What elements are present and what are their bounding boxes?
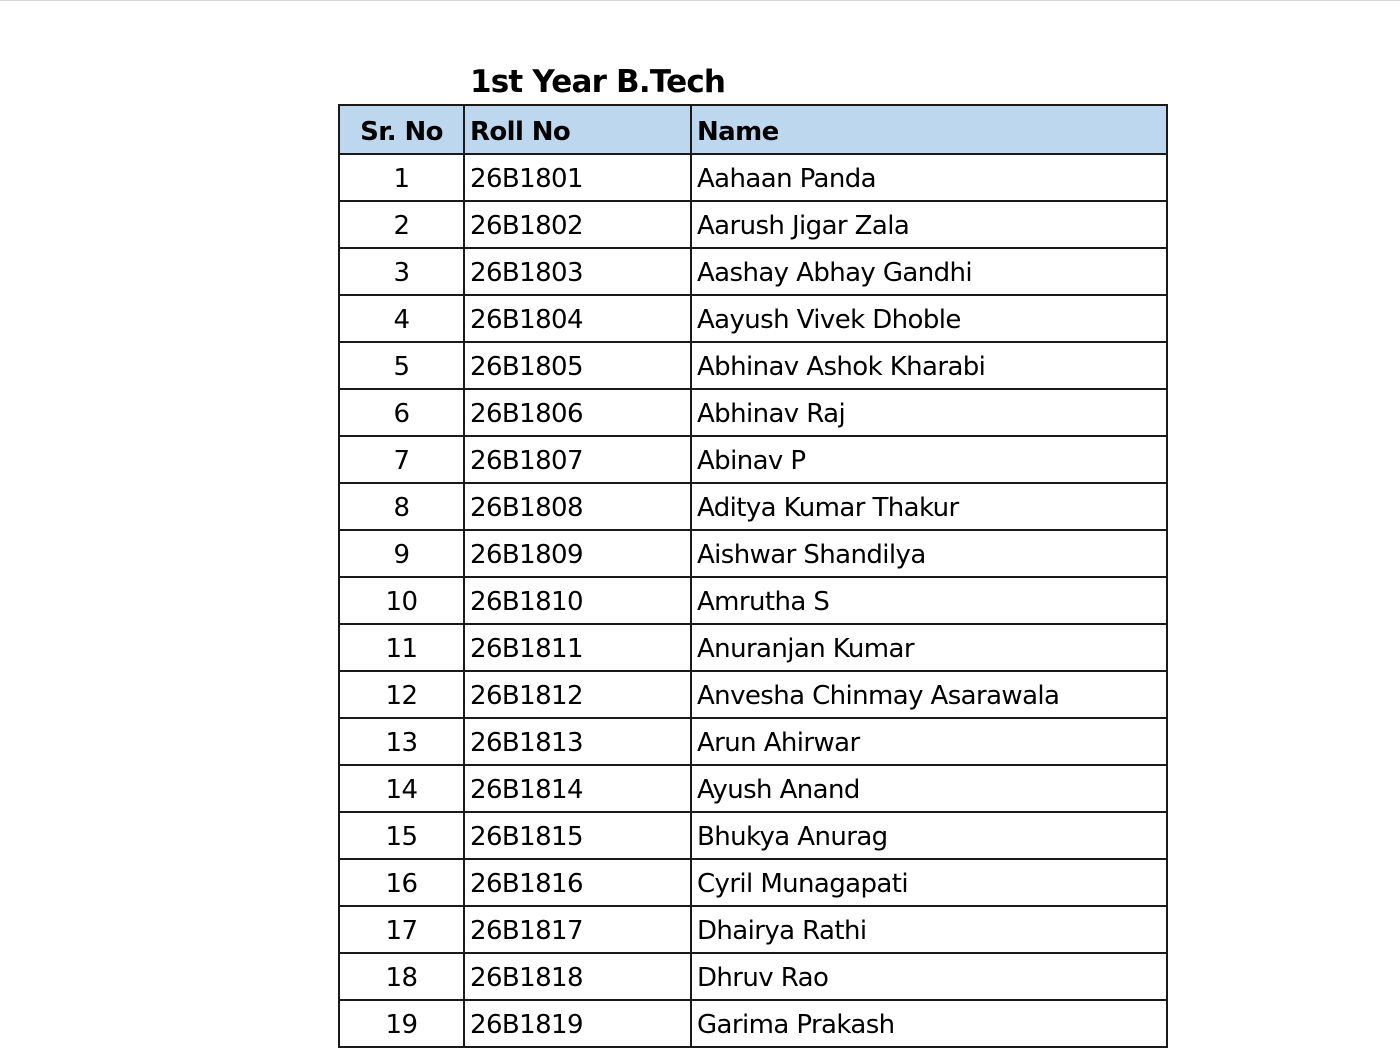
cell-roll-no: 26B1812 — [464, 671, 691, 718]
cell-roll-no: 26B1802 — [464, 201, 691, 248]
table-row — [339, 1000, 1167, 1047]
table-row — [339, 295, 1167, 342]
table-row — [339, 201, 1167, 248]
cell-sr-no: 9 — [339, 530, 464, 577]
cell-name: Aarush Jigar Zala — [691, 201, 1167, 248]
column-header-roll-no: Roll No — [464, 105, 691, 154]
cell-roll-no: 26B1815 — [464, 812, 691, 859]
cell-roll-no: 26B1803 — [464, 248, 691, 295]
cell-roll-no: 26B1810 — [464, 577, 691, 624]
cell-sr-no: 13 — [339, 718, 464, 765]
cell-roll-no: 26B1818 — [464, 953, 691, 1000]
table-row — [339, 577, 1167, 624]
table-row — [339, 859, 1167, 906]
cell-roll-no: 26B1804 — [464, 295, 691, 342]
cell-roll-no: 26B1801 — [464, 154, 691, 201]
table-row — [339, 765, 1167, 812]
table-row — [339, 812, 1167, 859]
cell-sr-no: 15 — [339, 812, 464, 859]
cell-name: Garima Prakash — [691, 1000, 1167, 1047]
cell-sr-no: 7 — [339, 436, 464, 483]
cell-name: Aishwar Shandilya — [691, 530, 1167, 577]
cell-name: Abhinav Ashok Kharabi — [691, 342, 1167, 389]
cell-roll-no: 26B1816 — [464, 859, 691, 906]
cell-name: Dhairya Rathi — [691, 906, 1167, 953]
column-header-sr-no: Sr. No — [339, 105, 464, 154]
table-row — [339, 483, 1167, 530]
cell-name: Anvesha Chinmay Asarawala — [691, 671, 1167, 718]
table-row — [339, 342, 1167, 389]
cell-sr-no: 11 — [339, 624, 464, 671]
roster-table — [338, 104, 1168, 1048]
table-body — [339, 154, 1167, 1047]
cell-name: Aashay Abhay Gandhi — [691, 248, 1167, 295]
cell-sr-no: 12 — [339, 671, 464, 718]
cell-name: Abinav P — [691, 436, 1167, 483]
table-row — [339, 436, 1167, 483]
cell-roll-no: 26B1807 — [464, 436, 691, 483]
header-row — [339, 105, 1167, 154]
table-row — [339, 718, 1167, 765]
cell-roll-no: 26B1817 — [464, 906, 691, 953]
cell-name: Dhruv Rao — [691, 953, 1167, 1000]
document-title: 1st Year B.Tech — [470, 64, 726, 100]
table-row — [339, 906, 1167, 953]
cell-name: Ayush Anand — [691, 765, 1167, 812]
cell-sr-no: 18 — [339, 953, 464, 1000]
cell-sr-no: 8 — [339, 483, 464, 530]
cell-sr-no: 5 — [339, 342, 464, 389]
cell-roll-no: 26B1805 — [464, 342, 691, 389]
cell-name: Aditya Kumar Thakur — [691, 483, 1167, 530]
cell-name: Cyril Munagapati — [691, 859, 1167, 906]
cell-name: Arun Ahirwar — [691, 718, 1167, 765]
table-row — [339, 154, 1167, 201]
cell-sr-no: 3 — [339, 248, 464, 295]
table-row — [339, 624, 1167, 671]
cell-sr-no: 14 — [339, 765, 464, 812]
cell-sr-no: 4 — [339, 295, 464, 342]
cell-sr-no: 16 — [339, 859, 464, 906]
cell-roll-no: 26B1814 — [464, 765, 691, 812]
cell-roll-no: 26B1819 — [464, 1000, 691, 1047]
table-header — [339, 105, 1167, 154]
cell-sr-no: 17 — [339, 906, 464, 953]
column-header-name: Name — [691, 105, 1167, 154]
page-top-edge — [0, 0, 1400, 1]
cell-name: Aayush Vivek Dhoble — [691, 295, 1167, 342]
cell-roll-no: 26B1811 — [464, 624, 691, 671]
cell-roll-no: 26B1806 — [464, 389, 691, 436]
cell-name: Bhukya Anurag — [691, 812, 1167, 859]
table-row — [339, 248, 1167, 295]
cell-sr-no: 2 — [339, 201, 464, 248]
table-row — [339, 671, 1167, 718]
cell-sr-no: 6 — [339, 389, 464, 436]
table-row — [339, 389, 1167, 436]
cell-roll-no: 26B1808 — [464, 483, 691, 530]
cell-name: Abhinav Raj — [691, 389, 1167, 436]
cell-roll-no: 26B1813 — [464, 718, 691, 765]
cell-name: Amrutha S — [691, 577, 1167, 624]
cell-sr-no: 10 — [339, 577, 464, 624]
cell-sr-no: 1 — [339, 154, 464, 201]
cell-name: Anuranjan Kumar — [691, 624, 1167, 671]
table-row — [339, 953, 1167, 1000]
cell-roll-no: 26B1809 — [464, 530, 691, 577]
cell-name: Aahaan Panda — [691, 154, 1167, 201]
cell-sr-no: 19 — [339, 1000, 464, 1047]
table-row — [339, 530, 1167, 577]
